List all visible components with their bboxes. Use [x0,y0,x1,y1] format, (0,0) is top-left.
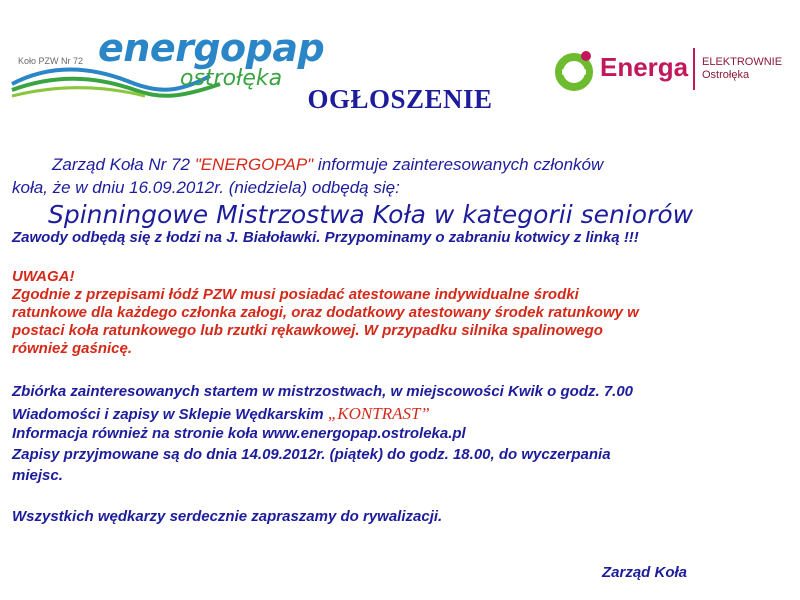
warning-line-3: postaci koła ratunkowego lub rzutki rękawkowej. W przypadku silnika spalinowego [12,322,603,339]
signature: Zarząd Koła [602,564,688,581]
energa-brand: Energa [600,52,689,82]
club-label: Koło PZW Nr 72 [18,56,84,66]
page-title: OGŁOSZENIE [307,84,493,114]
shop-line [12,404,430,424]
warning-line-4: również gaśnicę. [12,340,133,357]
deadline-line-2: miejsc. [12,467,63,484]
deadline-line-1: Zapisy przyjmowane są do dnia 14.09.2012r. (piątek) do godz. 18.00, do wyczerpania [12,446,611,463]
warning-line-2: ratunkowe dla każdego członka załogi, oraz dodatkowy atestowany środek ratunkowy w [12,304,639,321]
shop-line-pre: Wiadomości i zapisy w Sklepie Wędkarskim [12,406,328,423]
intro-line-2: koła, że w dniu 16.09.2012r. (niedziela) odbędą się: [12,178,400,197]
club-name-quote: "ENERGOPAP" [194,155,314,174]
intro-line-1-post: informuje zainteresowanych członków [313,155,604,174]
intro-line-1-pre: Zarząd Koła Nr 72 [52,155,195,174]
warning-line-1: Zgodnie z przepisami łódź PZW musi posiadać atestowane indywidualne środki [12,286,579,303]
energa-subtitle-1: ELEKTROWNIE [702,56,783,68]
website-line: Informacja również na stronie koła www.energopap.ostroleka.pl [12,425,466,442]
shop-name: „KONTRAST” [327,404,430,423]
warning-label: UWAGA! [12,268,75,285]
invite-line: Wszystkich wędkarzy serdecznie zapraszamy do rywalizacji. [12,508,443,525]
energopap-city: ostrołęka [180,66,283,91]
energa-subtitle-2: Ostrołęka [702,69,750,81]
event-headline: Spinningowe Mistrzostwa Koła w kategorii seniorów [48,200,694,229]
boats-line: Zawody odbędą się z łodzi na J. Białoławki. Przypominamy o zabraniu kotwicy z linką !!! [12,229,639,246]
intro-line-1 [52,155,603,175]
gathering-line: Zbiórka zainteresowanych startem w mistrzostwach, w miejscowości Kwik o godz. 7.00 [12,383,634,400]
energopap-brand: energopap [98,26,325,70]
